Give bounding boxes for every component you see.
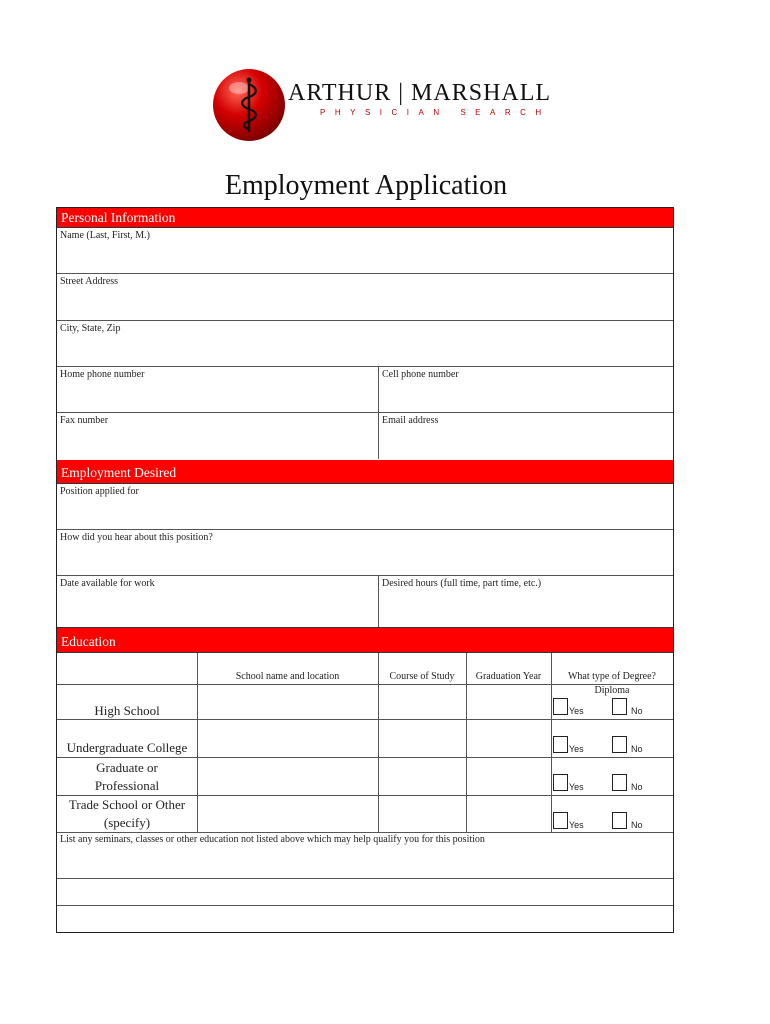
city-state-zip-field[interactable] bbox=[57, 321, 673, 367]
city-state-zip-label: City, State, Zip bbox=[60, 323, 121, 334]
cell-phone-field[interactable] bbox=[378, 367, 673, 413]
undergraduate-no-label: No bbox=[631, 744, 643, 754]
fax-field[interactable] bbox=[57, 413, 378, 459]
trade-school-yes-label: Yes bbox=[569, 820, 584, 830]
fax-label: Fax number bbox=[60, 415, 109, 426]
other-education-field[interactable] bbox=[57, 832, 673, 879]
home-phone-field[interactable] bbox=[57, 367, 378, 413]
high-school-yes-checkbox[interactable] bbox=[553, 698, 568, 715]
row-label-undergraduate: Undergraduate College bbox=[66, 740, 188, 755]
graduation-year-column-header: Graduation Year bbox=[475, 671, 542, 682]
position-field[interactable] bbox=[57, 484, 673, 530]
trade-school-yes-checkbox[interactable] bbox=[553, 812, 568, 829]
other-education-line-3[interactable] bbox=[57, 906, 673, 931]
brand-name: ARTHUR | MARSHALL bbox=[288, 80, 552, 106]
degree-column-header: What type of Degree? bbox=[567, 671, 656, 682]
trade-school-no-checkbox[interactable] bbox=[612, 812, 627, 829]
name-field[interactable] bbox=[57, 228, 673, 274]
name-label: Name (Last, First, M.) bbox=[60, 230, 150, 241]
hear-about-field[interactable] bbox=[57, 530, 673, 576]
diploma-label: Diploma bbox=[594, 685, 630, 696]
application-form bbox=[56, 207, 674, 933]
desired-hours-label: Desired hours (full time, part time, etc.) bbox=[382, 578, 542, 589]
graduate-no-checkbox[interactable] bbox=[612, 774, 627, 791]
hear-about-label: How did you hear about this position? bbox=[60, 532, 213, 543]
desired-hours-field[interactable] bbox=[378, 576, 673, 627]
school-column-header: School name and location bbox=[235, 671, 340, 682]
date-available-label: Date available for work bbox=[60, 578, 155, 589]
row-label-high-school: High School bbox=[94, 703, 160, 718]
section-header-personal: Personal Information bbox=[57, 208, 673, 228]
caduceus-icon bbox=[212, 68, 286, 142]
row-label-graduate: Graduate or Professional bbox=[94, 760, 160, 793]
brand-tagline: PHYSICIAN SEARCH bbox=[320, 108, 551, 117]
street-address-field[interactable] bbox=[57, 274, 673, 321]
high-school-yes-label: Yes bbox=[569, 706, 584, 716]
other-education-line-2[interactable] bbox=[57, 879, 673, 906]
row-label-trade-school: Trade School or Other (specify) bbox=[68, 797, 186, 830]
other-education-label: List any seminars, classes or other education not listed above which may help qualify you for this position bbox=[60, 834, 485, 845]
street-address-label: Street Address bbox=[60, 276, 119, 287]
date-available-field[interactable] bbox=[57, 576, 378, 627]
email-label: Email address bbox=[382, 415, 439, 426]
cell-phone-label: Cell phone number bbox=[382, 369, 459, 380]
page-title: Employment Application bbox=[224, 170, 508, 201]
section-header-employment: Employment Desired bbox=[57, 460, 673, 484]
course-column-header: Course of Study bbox=[389, 671, 455, 682]
position-label: Position applied for bbox=[60, 486, 139, 497]
trade-school-no-label: No bbox=[631, 820, 643, 830]
graduate-no-label: No bbox=[631, 782, 643, 792]
graduate-yes-label: Yes bbox=[569, 782, 584, 792]
home-phone-label: Home phone number bbox=[60, 369, 145, 380]
email-field[interactable] bbox=[378, 413, 673, 459]
undergraduate-yes-label: Yes bbox=[569, 744, 584, 754]
high-school-no-checkbox[interactable] bbox=[612, 698, 627, 715]
section-header-education: Education bbox=[57, 627, 673, 653]
undergraduate-yes-checkbox[interactable] bbox=[553, 736, 568, 753]
high-school-no-label: No bbox=[631, 706, 643, 716]
company-logo bbox=[212, 68, 552, 148]
graduate-yes-checkbox[interactable] bbox=[553, 774, 568, 791]
undergraduate-no-checkbox[interactable] bbox=[612, 736, 627, 753]
